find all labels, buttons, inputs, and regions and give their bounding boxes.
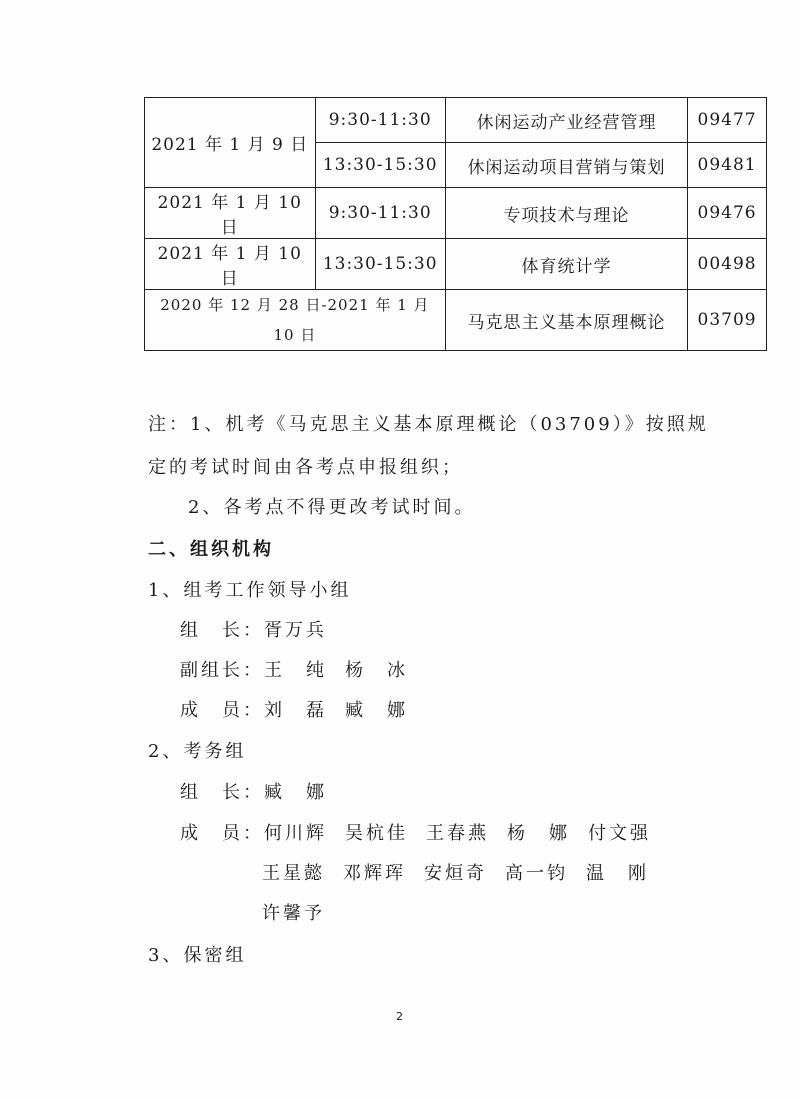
section-heading: 二、组织机构: [148, 539, 274, 560]
member-name: 王春燕: [426, 823, 489, 844]
subject-cell: 休闲运动产业经营管理: [445, 98, 687, 143]
time-cell: 13:30-15:30: [315, 239, 445, 290]
date-cell: 2021 年 1 月 9 日: [145, 98, 316, 188]
subject-cell: 马克思主义基本原理概论: [445, 290, 687, 351]
leader-label: 组 长：: [180, 620, 264, 641]
time-cell: 9:30-11:30: [315, 98, 445, 143]
group-2-members-row-2: [262, 859, 667, 885]
group-1-title: 1、组考工作领导小组: [148, 580, 352, 601]
group-2-leader-row: [180, 778, 345, 804]
member-name: 邓辉珲: [343, 863, 406, 884]
note-2: 2、各考点不得更改考试时间。: [188, 497, 476, 518]
group-2-title: 2、考务组: [148, 741, 247, 762]
members-label: 成 员：: [180, 823, 264, 844]
member-name: 何川辉: [264, 823, 327, 844]
code-cell: 09477: [688, 98, 767, 143]
table-row: [145, 98, 767, 143]
code-cell: 00498: [688, 239, 767, 290]
member-name: 吴杭佳: [345, 823, 408, 844]
member-name: 杨 娜: [507, 823, 570, 844]
date-cell: 2021 年 1 月 10 日: [145, 188, 316, 239]
deputy-name: 杨 冰: [345, 660, 408, 681]
note-1-line-1: 注：1、机考《马克思主义基本原理概论（03709）》按照规: [148, 414, 709, 435]
member-name: 王星懿: [262, 863, 325, 884]
code-cell: 03709: [688, 290, 767, 351]
table-row: [145, 188, 767, 239]
code-cell: 09481: [688, 143, 767, 188]
member-name: 臧 娜: [345, 700, 408, 721]
member-name: 许馨予: [262, 903, 325, 924]
member-name: 温 刚: [586, 863, 649, 884]
time-cell: 9:30-11:30: [315, 188, 445, 239]
subject-cell: 专项技术与理论: [445, 188, 687, 239]
group-3-title: 3、保密组: [148, 945, 247, 966]
group-1-leader-row: [180, 616, 345, 642]
date-cell: 2021 年 1 月 10 日: [145, 239, 316, 290]
page-number: 2: [396, 1010, 403, 1023]
table-row: [145, 239, 767, 290]
members-label: 成 员：: [180, 700, 264, 721]
code-cell: 09476: [688, 188, 767, 239]
group-1-members-row: [180, 696, 426, 722]
time-cell: 13:30-15:30: [315, 143, 445, 188]
subject-cell: 体育统计学: [445, 239, 687, 290]
table-row: [145, 290, 767, 351]
deputy-name: 王 纯: [264, 660, 327, 681]
leader-name: 胥万兵: [264, 620, 327, 641]
member-name: 刘 磊: [264, 700, 327, 721]
member-name: 安烜奇: [424, 863, 487, 884]
group-2-members-row-1: [180, 819, 669, 845]
member-name: 高一钧: [505, 863, 568, 884]
exam-schedule-table: [144, 97, 767, 351]
date-range-cell: 2020 年 12 月 28 日-2021 年 1 月 10 日: [145, 290, 446, 351]
subject-cell: 休闲运动项目营销与策划: [445, 143, 687, 188]
group-2-members-row-3: [262, 899, 343, 925]
leader-name: 臧 娜: [264, 782, 327, 803]
note-1-line-2: 定的考试时间由各考点申报组织；: [148, 457, 463, 478]
leader-label: 组 长：: [180, 782, 264, 803]
group-1-deputy-row: [180, 656, 426, 682]
member-name: 付文强: [588, 823, 651, 844]
deputy-label: 副组长：: [180, 660, 264, 681]
